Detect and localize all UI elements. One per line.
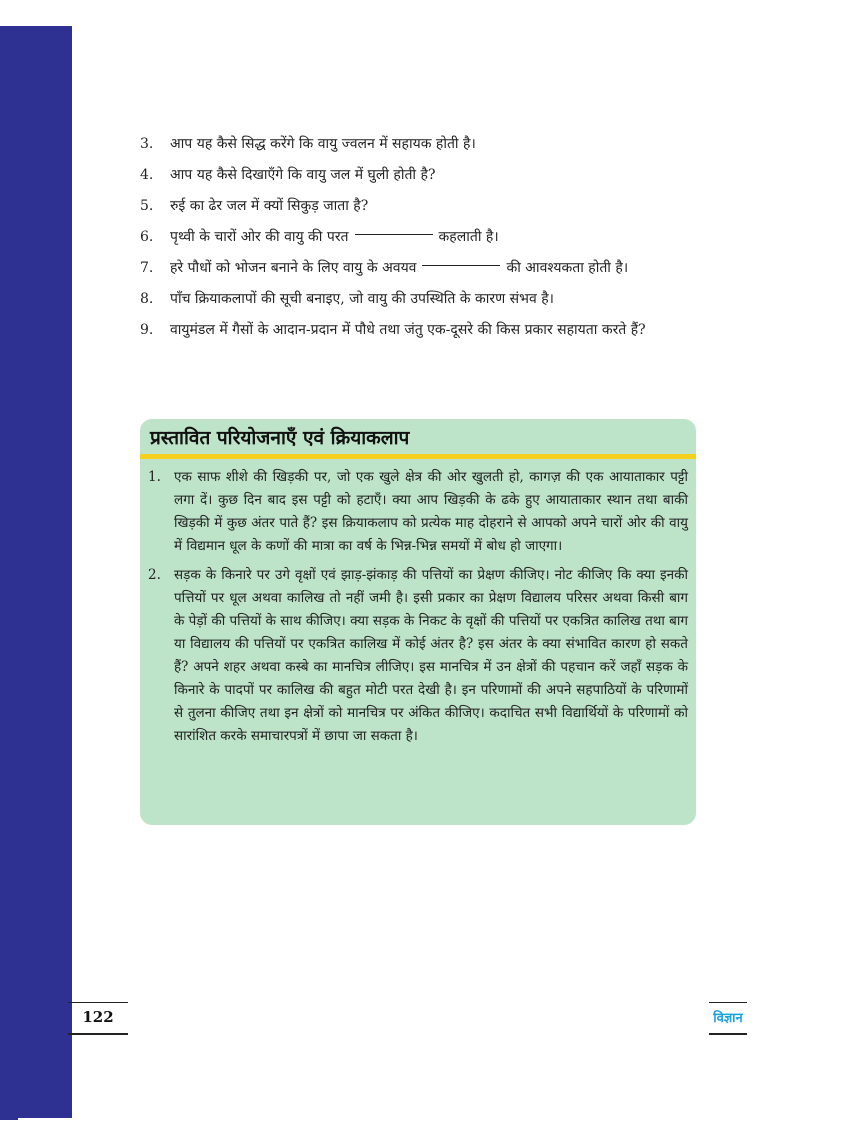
project-list [148, 466, 688, 754]
project-number: 1. [148, 469, 161, 485]
project-text: सड़क के किनारे पर उगे वृक्षों एवं झाड़-झंकाड़ की पत्तियों का प्रेक्षण कीजिए। नोट कीजिए कि क्या इनकी पत्तियों पर धूल अथवा कालिख तो नहीं जमी है। इसी प्रकार का प्रेक्षण विद्यालय परिसर अथवा किसी बाग के पेड़ों की पत्तियों के साथ कीजिए। क्या सड़क के निकट के वृक्षों की पत्तियों पर एकत्रित कालिख तथा बाग या विद्यालय की पत्तियों पर एकत्रित कालिख में कोई अंतर है? इस अंतर के क्या संभावित कारण हो सकते हैं? अपने शहर अथवा कस्बे का मानचित्र लीजिए। इस मानचित्र में उन क्षेत्रों की पहचान करें जहाँ सड़क के किनारे के पादपों पर कालिख की बहुत मोटी परत देखी है। इन परिणामों की अपने सहपाठियों के परिणामों से तुलना कीजिए तथा इन क्षेत्रों को मानचित्र पर अंकित कीजिए। कदाचित सभी विद्यार्थियों के परिणामों को सारांशित करके समाचारपत्रों में छापा जा सकता है। [174, 567, 688, 744]
question-text: रुई का ढेर जल में क्यों सिकुड़ जाता है? [170, 198, 369, 214]
question-text: आप यह कैसे सिद्ध करेंगे कि वायु ज्वलन में सहायक होती है। [170, 136, 476, 152]
question-text-after: की आवश्यकता होती है। [506, 260, 629, 276]
question-item [140, 164, 696, 186]
question-number: 3. [140, 136, 154, 152]
page-number: 122 [82, 1008, 114, 1026]
project-number: 2. [148, 567, 161, 583]
suggested-projects-box [140, 419, 696, 825]
question-item [140, 288, 696, 310]
question-item [140, 257, 696, 279]
question-text: वायुमंडल में गैसों के आदान-प्रदान में पौधे तथा जंतु एक-दूसरे की किस प्रकार सहायता करते हैं? [170, 322, 646, 338]
question-item [140, 319, 696, 341]
question-number: 4. [140, 167, 154, 183]
book-title: विज्ञान [713, 1011, 743, 1026]
question-number: 8. [140, 291, 154, 307]
fill-in-blank [355, 226, 433, 235]
question-list [140, 133, 696, 350]
title-underline [140, 454, 696, 459]
question-number: 9. [140, 322, 154, 338]
question-text-before: पृथ्वी के चारों ओर की वायु की परत [170, 229, 349, 245]
project-item [148, 564, 688, 748]
question-number: 7. [140, 260, 154, 276]
page-number-box [68, 1002, 128, 1035]
question-number: 5. [140, 198, 154, 214]
question-text: आप यह कैसे दिखाएँगे कि वायु जल में घुली होती है? [170, 167, 436, 183]
question-text: पाँच क्रियाकलापों की सूची बनाइए, जो वायु की उपस्थिति के कारण संभव है। [170, 291, 554, 307]
crop-mark [0, 1118, 18, 1120]
section-title: प्रस्तावित परियोजनाएँ एवं क्रियाकलाप [150, 427, 410, 449]
question-item [140, 195, 696, 217]
question-item [140, 133, 696, 155]
question-text-after: कहलाती है। [438, 229, 499, 245]
fill-in-blank [422, 257, 500, 266]
question-number: 6. [140, 229, 154, 245]
project-text: एक साफ शीशे की खिड़की पर, जो एक खुले क्षेत्र की ओर खुलती हो, कागज़ की एक आयाताकार पट्टी लगा दें। कुछ दिन बाद इस पट्टी को हटाएँ। क्या आप खिड़की के ढके हुए आयाताकार स्थान तथा बाकी खिड़की में कुछ अंतर पाते हैं? इस क्रियाकलाप को प्रत्येक माह दोहराने से आपको अपने चारों ओर की वायु में विद्यमान धूल के कणों की मात्रा का वर्ष के भिन्न-भिन्न समयों में बोध हो जाएगा। [174, 469, 688, 554]
side-bar [0, 26, 72, 1118]
question-item [140, 226, 696, 248]
project-item [148, 466, 688, 558]
question-text-before: हरे पौधों को भोजन बनाने के लिए वायु के अवयव [170, 260, 417, 276]
book-title-box [709, 1002, 747, 1035]
